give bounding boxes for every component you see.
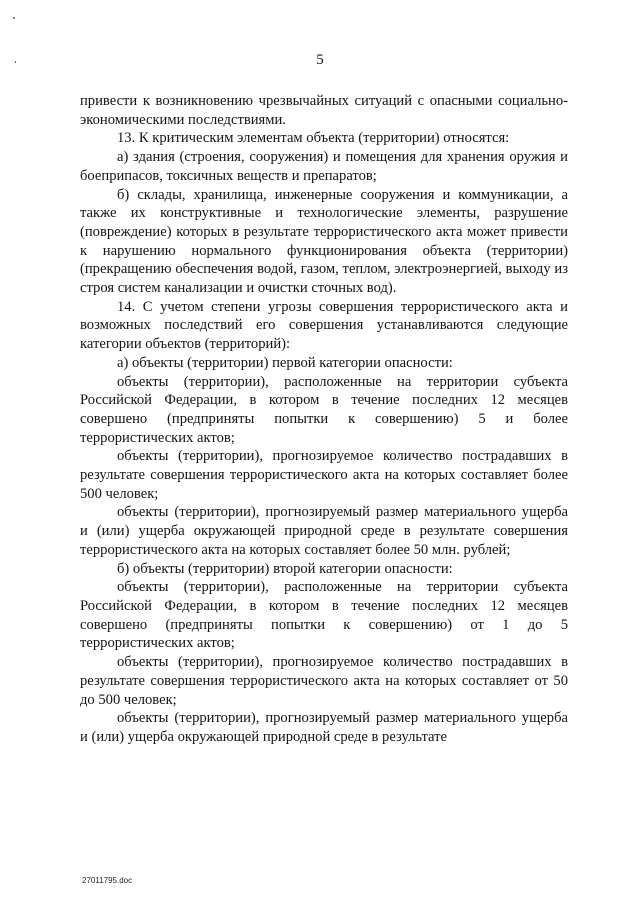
document-body — [80, 92, 568, 747]
paragraph-14b-criterion-2: объекты (территории), прогнозируемое количество пострадавших в результате совершения террористического акта на которых составляет от 50 до 500 человек; — [80, 654, 568, 708]
scan-mark — [13, 17, 15, 19]
paragraph-item-14: 14. С учетом степени угрозы совершения террористического акта и возможных последствий его совершения устанавливаются следующие категории объектов (территорий): — [80, 298, 568, 353]
paragraph-14b-criterion-3: объекты (территории), прогнозируемый размер материального ущерба и (или) ущерба окружающей природной среде в результате — [80, 710, 568, 745]
paragraph-continuation: привести к возникновению чрезвычайных ситуаций с опасными социально-экономическими последствиями. — [80, 93, 568, 128]
paragraph-14a-criterion-2: объекты (территории), прогнозируемое количество пострадавших в результате совершения террористического акта на которых составляет более 500 человек; — [80, 448, 568, 502]
paragraph-14b-criterion-1: объекты (территории), расположенные на территории субъекта Российской Федерации, в котором в течение последних 12 месяцев совершено (предприняты попытки к совершению) от 1 до 5 террористических актов; — [80, 579, 568, 652]
paragraph-item-14b: б) объекты (территории) второй категории опасности: — [117, 560, 453, 577]
page-number: 5 — [316, 52, 324, 68]
paragraph-item-14a: а) объекты (территории) первой категории опасности: — [117, 354, 453, 371]
paragraph-item-13b: б) склады, хранилища, инженерные сооружения и коммуникации, а также их конструктивные и технологические элементы, разрушение (повреждение) которых в результате террористического акта может привести к нарушению нормального функционирования объекта (территории) (прекращению обеспечения водой, газом, теплом, электроэнергией, выходу из строя систем канализации и очистки сточных вод). — [80, 186, 568, 297]
paragraph-item-13a: а) здания (строения, сооружения) и помещения для хранения оружия и боеприпасов, токсичных веществ и препаратов; — [80, 149, 568, 184]
paragraph-14a-criterion-1: объекты (территории), расположенные на территории субъекта Российской Федерации, в котором в течение последних 12 месяцев совершено (предприняты попытки к совершению) 5 и более террористических актов; — [80, 373, 568, 446]
paragraph-14a-criterion-3: объекты (территории), прогнозируемый размер материального ущерба и (или) ущерба окружающей природной среде в результате совершения террористического акта на которых составляет более 50 млн. рублей; — [80, 504, 568, 558]
paragraph-item-13: 13. К критическим элементам объекта (территории) относятся: — [117, 130, 510, 147]
footer-file-code: 27011795.doc — [82, 876, 133, 885]
